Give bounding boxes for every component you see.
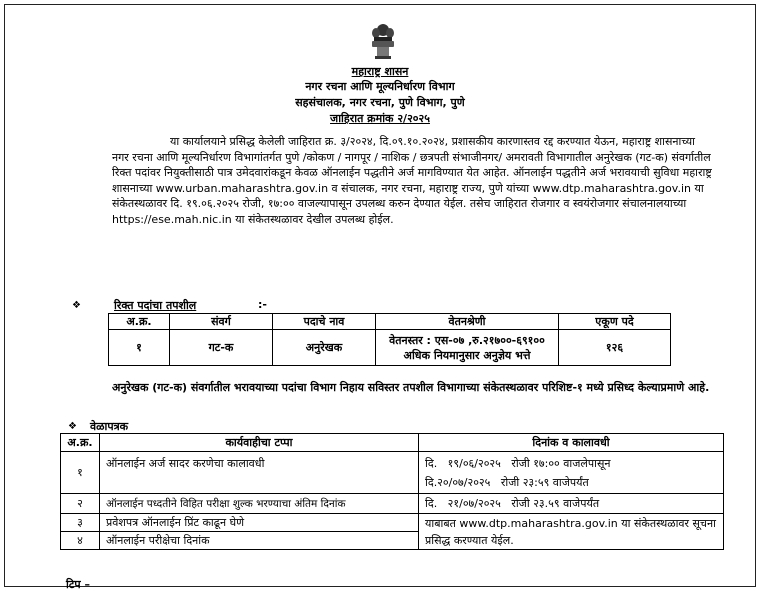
bullet-diamond-icon: ❖ xyxy=(72,300,81,311)
row-sr: ३ xyxy=(61,514,100,532)
table-row xyxy=(61,452,724,494)
row-stage: ऑनलाईन परीक्षेचा दिनांक xyxy=(100,532,419,550)
date-line-2: दि.२०/०७/२०२५ रोजी २३:५९ वाजेपर्यंत xyxy=(425,475,589,489)
row-stage: ऑनलाईन अर्ज सादर करणेचा कालावधी xyxy=(100,452,419,494)
col-cadre: संवर्ग xyxy=(170,314,273,330)
vacancy-note: अनुरेखक (गट-क) संवर्गातील भरावयाच्या पदांचा विभाग निहाय सविस्तर तपशील विभागाच्या संकेतस्थळावर परिशिष्ट-१ मध्ये प्रसिध्द केल्याप्रमाणे आहे. xyxy=(112,381,710,394)
intro-paragraph xyxy=(112,134,712,227)
schedule-table xyxy=(60,433,724,550)
intro-second: ऑनलाईन पद्धतीने अर्ज भरावयाची सुविधा महाराष्ट्र शासनाच्या www.urban.maharashtra.gov.in व संचालक, नगर रचना, महाराष्ट्र राज्य, पुणे यांच्या www.dtp.maharashtra.gov.in या संकेतस्थळावर दि. १९.०६.२०२५ रोजी, १७:०० वाजल्यापासून उपलब्ध करुन देण्यात येईल. xyxy=(112,166,712,210)
table-row xyxy=(109,330,671,366)
table-row xyxy=(61,494,724,514)
row-pay xyxy=(376,330,559,366)
row-sr: १ xyxy=(109,330,170,366)
office-title: सहसंचालक, नगर रचना, पुणे विभाग, पुणे xyxy=(295,96,465,109)
row-stage: ऑनलाईन पध्दतीने विहित परीक्षा शुल्क भरण्याचा अंतिम दिनांक xyxy=(100,494,419,514)
state-emblem-icon xyxy=(368,22,398,60)
row-sr: २ xyxy=(61,494,100,514)
vacancy-colon: :- xyxy=(258,298,267,311)
table-row xyxy=(61,514,724,532)
row-stage: प्रवेशपत्र ऑनलाईन प्रिंट काढून घेणे xyxy=(100,514,419,532)
intro-first: या कार्यालयाने प्रसिद्ध केलेली जाहिरात क्र. ३/२०२४, दि.०९.१०.२०२४, प्रशासकीय कारणास्तव रद्द करण्यात येऊन, महाराष्ट्र शासनाच्या नगर रचना आणि मूल्यनिर्धारण विभागांतर्गत पुणे /कोकण / नागपूर / नाशिक / छत्रपती संभाजीनगर/ अमरावती विभागातील अनुरेखक (गट-क) संवर्गातील रिक्त पदांवर नियुक्तीसाठी पात्र उमेदवारांकडून केवळ ऑनलाईन पद्धतीने अर्ज मागविण्यात येत आहेत. xyxy=(112,135,711,179)
col-sr: अ.क्र. xyxy=(109,314,170,330)
col-date: दिनांक व कालावधी xyxy=(419,434,724,452)
merged-date-note: याबाबत www.dtp.maharashtra.gov.in या संकेतस्थळावर सूचना प्रसिद्ध करण्यात येईल. xyxy=(419,514,724,550)
footer-tip: टिप – xyxy=(66,578,90,591)
row-sr: १ xyxy=(61,452,100,494)
row-post: अनुरेखक xyxy=(273,330,376,366)
schedule-heading: वेळापत्रक xyxy=(90,420,129,433)
department-title: नगर रचना आणि मूल्यनिर्धारण विभाग xyxy=(305,80,455,93)
pay-line-2: अधिक नियमानुसार अनुज्ञेय भत्ते xyxy=(403,348,531,362)
government-title: महाराष्ट्र शासन xyxy=(351,65,409,78)
col-sr: अ.क्र. xyxy=(61,434,100,452)
row-sr: ४ xyxy=(61,532,100,550)
bullet-diamond-icon: ❖ xyxy=(68,421,77,432)
advertisement-number: जाहिरात क्रमांक २/२०२५ xyxy=(330,112,430,125)
col-pay: वेतनश्रेणी xyxy=(376,314,559,330)
pay-line-1: वेतनस्तर : एस-०७ ,रु.२१७००-६९१०० xyxy=(389,333,545,347)
row-total: १२६ xyxy=(559,330,671,366)
col-total: एकूण पदे xyxy=(559,314,671,330)
row-cadre: गट-क xyxy=(170,330,273,366)
vacancy-heading: रिक्त पदांचा तपशील xyxy=(114,299,197,312)
row-date: दि. २१/०७/२०२५ रोजी २३.५९ वाजेपर्यंत xyxy=(419,494,724,514)
row-date xyxy=(419,452,724,494)
col-post: पदाचे नाव xyxy=(273,314,376,330)
date-line-1: दि. १९/०६/२०२५ रोजी १७:०० वाजलेपासून xyxy=(425,456,611,470)
vacancy-table xyxy=(108,313,671,366)
col-stage: कार्यवाहीचा टप्पा xyxy=(100,434,419,452)
intro-third: तसेच जाहिरात रोजगार व स्वयंरोजगार संचालनालयाच्या https://ese.mah.nic.in या संकेतस्थळावर देखील उपलब्ध होईल. xyxy=(112,197,687,226)
